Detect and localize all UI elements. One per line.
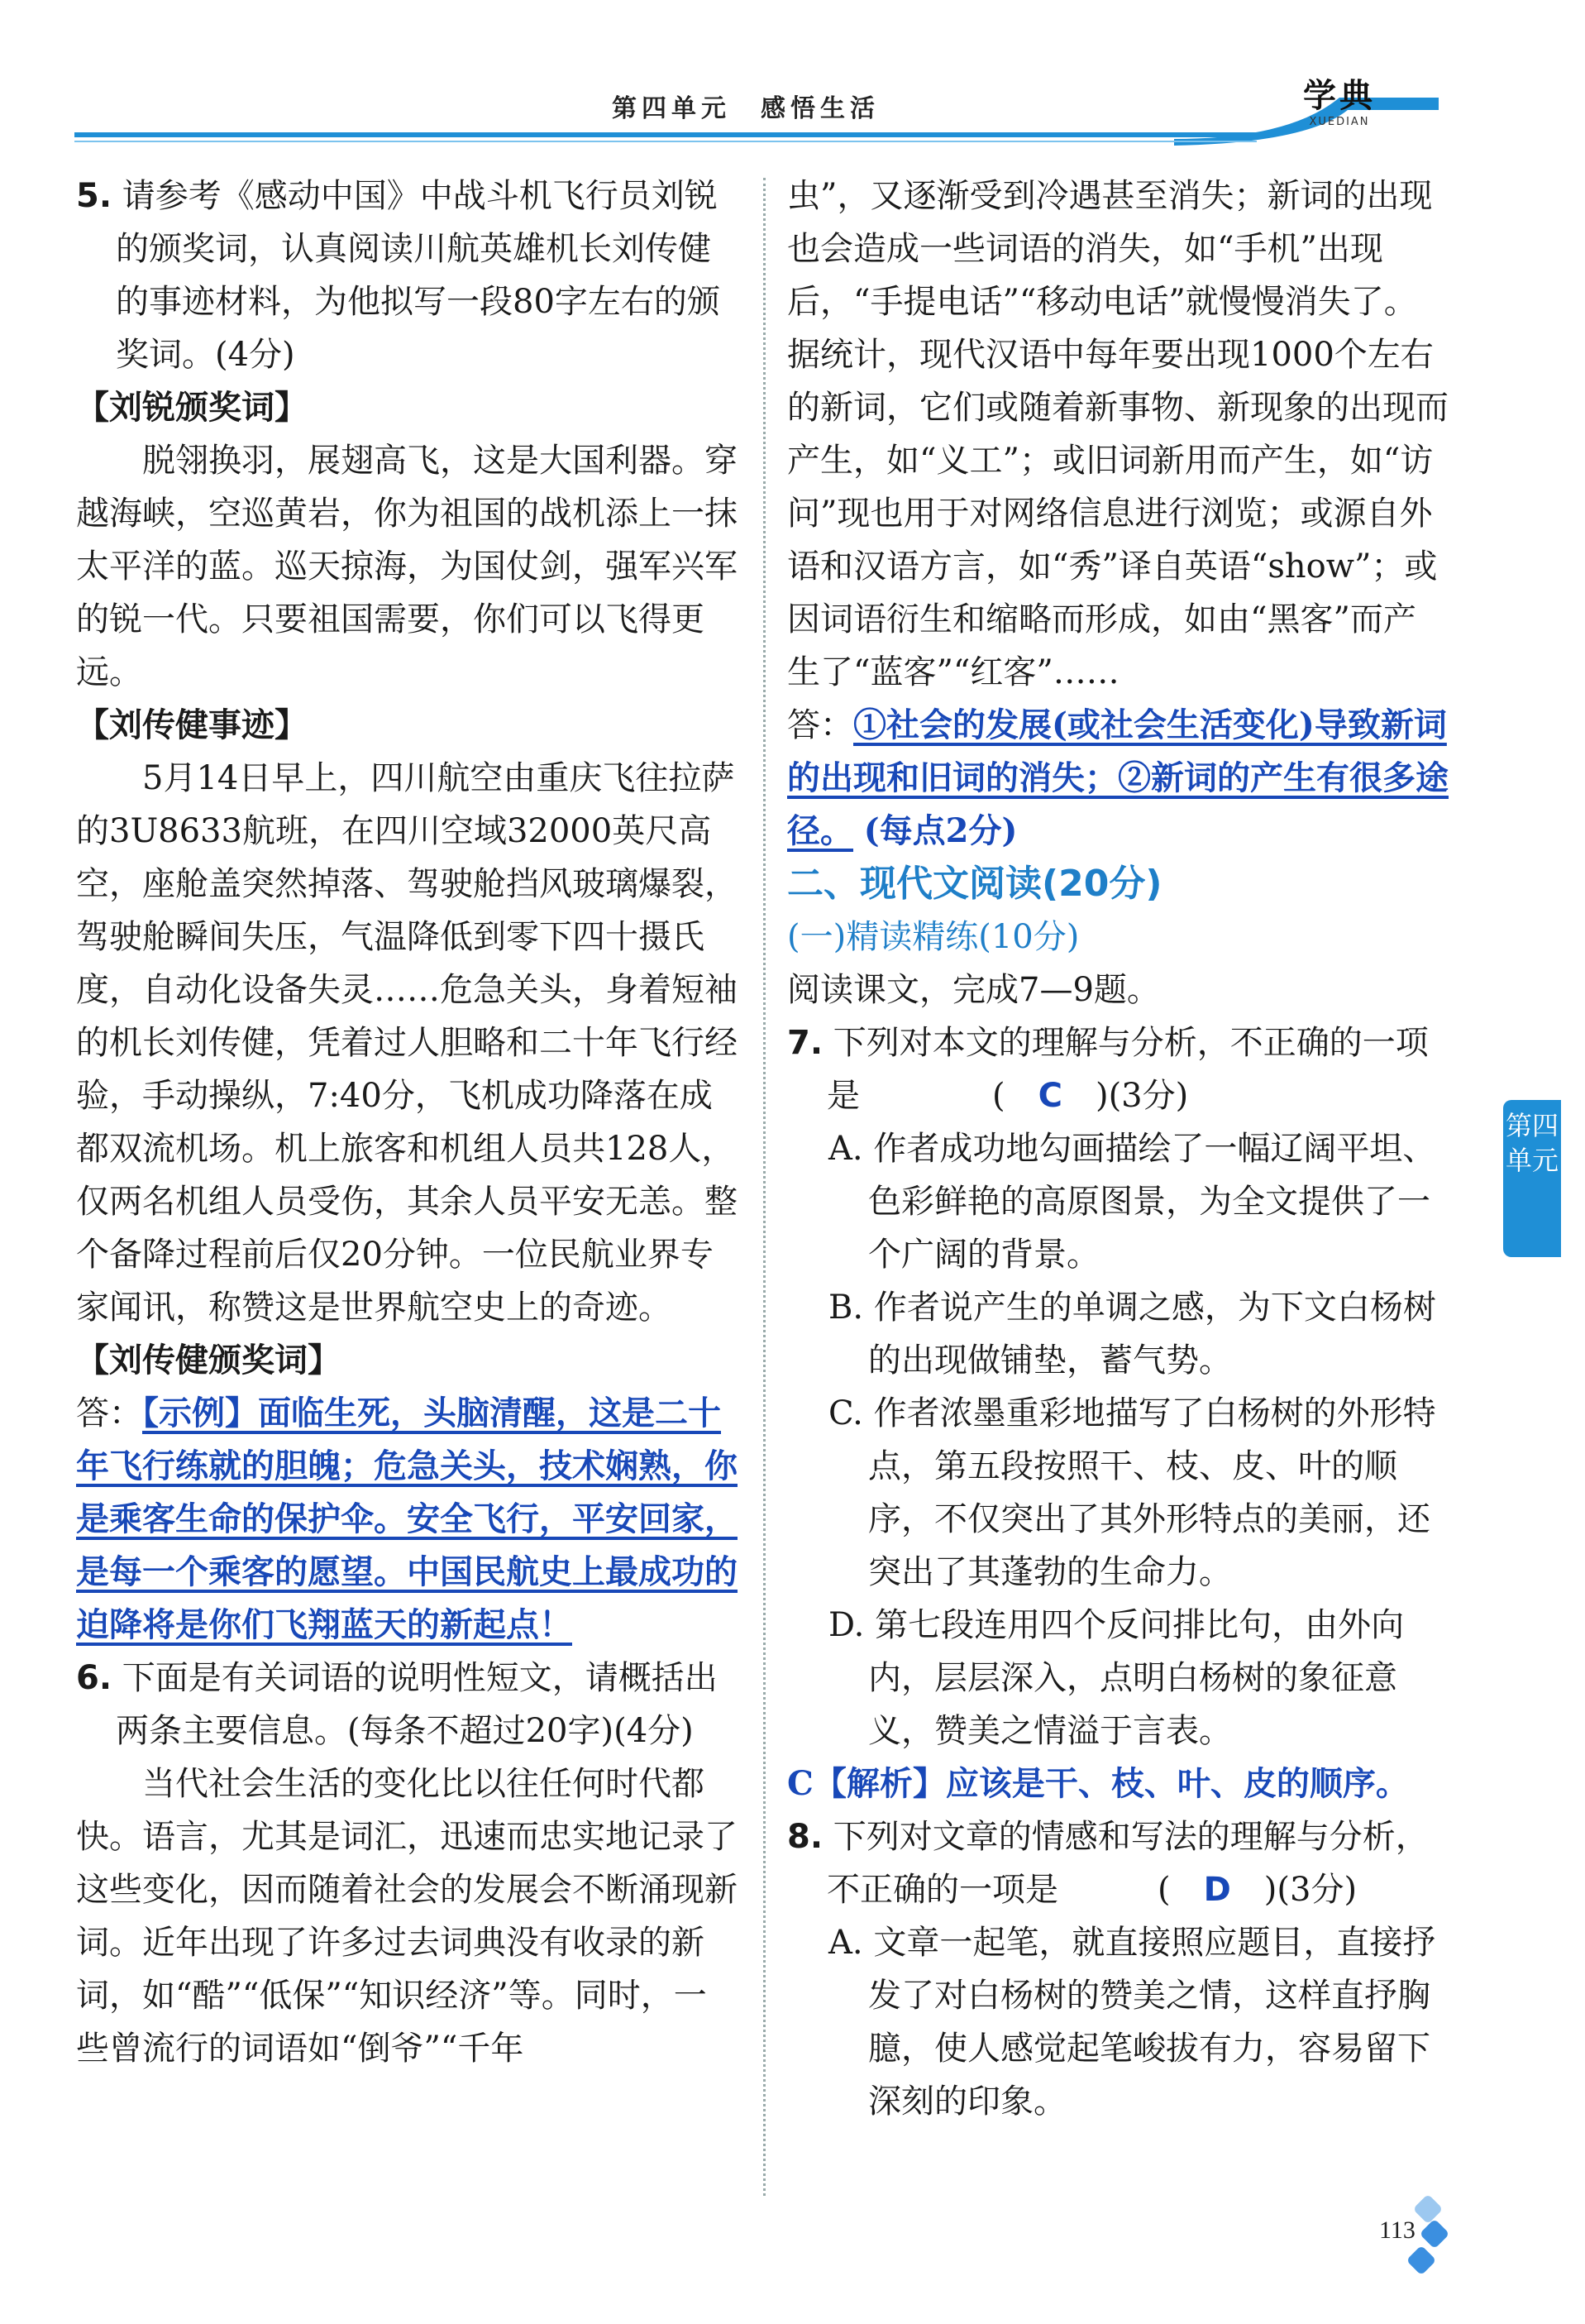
question-5: 5. 请参考《感动中国》中战斗机飞行员刘锐的颁奖词，认真阅读川航英雄机长刘传健的事迹材料，为他拟写一段80字左右的颁奖词。(4分) bbox=[76, 177, 720, 374]
question-8: 8. 下列对文章的情感和写法的理解与分析，不正确的一项是 ( D )(3分) bbox=[787, 1818, 1429, 1909]
unit-title: 第四单元 感悟生活 bbox=[612, 94, 880, 123]
instruction: 阅读课文，完成7—9题。 bbox=[787, 971, 1160, 1009]
q7-option-c: C. 作者浓墨重彩地描写了白杨树的外形特点，第五段按照干、枝、皮、叶的顺序，不仅突出了其外形特点的美丽，还突出了其蓬勃的生命力。 bbox=[828, 1394, 1436, 1591]
passage-q6: 当代社会生活的变化比以往任何时代都快。语言，尤其是词汇，迅速而忠实地记录了这些变化，因而随着社会的发展会不断涌现新词。近年出现了许多过去词典没有收录的新词，如“酷”“低保”“知识经济”等。同时，一些曾流行的词语如“倒爷”“千年 bbox=[76, 1765, 738, 2068]
question-7: 7. 下列对本文的理解与分析，不正确的一项是 ( C )(3分) bbox=[787, 1024, 1429, 1115]
q8-option-a: A. 文章一起笔，就直接照应题目，直接抒发了对白杨树的赞美之情，这样直抒胸臆，使人感觉起笔峻拔有力，容易留下深刻的印象。 bbox=[828, 1924, 1436, 2121]
hex-decoration-icon bbox=[1420, 2219, 1450, 2250]
hex-decoration-icon bbox=[1406, 2245, 1437, 2276]
q7-analysis: C【解析】应该是干、枝、叶、皮的顺序。 bbox=[787, 1764, 1409, 1803]
hex-decoration-icon bbox=[1413, 2194, 1444, 2225]
q7-option-d: D. 第七段连用四个反问排比句，由外向内，层层深入，点明白杨树的象征意义，赞美之情溢于言表。 bbox=[828, 1606, 1405, 1750]
header-rule bbox=[74, 132, 1257, 137]
left-column bbox=[76, 170, 738, 2075]
box-title-liu-rui: 【刘锐颁奖词】 bbox=[76, 389, 308, 427]
passage-deeds: 5月14日早上，四川航空由重庆飞往拉萨的3U8633航班，在四川空域32000英尺高空，座舱盖突然掉落、驾驶舱挡风玻璃爆裂，驾驶舱瞬间失压，气温降低到零下四十摄氏度，自动化设备失灵……危急关头，身着短袖的机长刘传健，凭着过人胆略和二十年飞行经验，手动操纵，7:40分，飞机成功降落在成都双流机场。机上旅客和机组人员共128人，仅两名机组人员受伤，其余人员平安无恙。整个备降过程前后仅20分钟。一位民航业界专家闻讯，称赞这是世界航空史上的奇迹。 bbox=[76, 759, 738, 1327]
brand-logo: 学典 XUEDIAN bbox=[1303, 76, 1376, 128]
answer-5: 答：【示例】面临生死，头脑清醒，这是二十年飞行练就的胆魄；危急关头，技术娴熟，你是乘客生命的保护伞。安全飞行，平安回家，是每一个乘客的愿望。中国民航史上最成功的迫降将是你们飞翔蓝天的新起点！ bbox=[76, 1394, 738, 1644]
passage-liu-rui: 脱翎换羽，展翅高飞，这是大国利器。穿越海峡，空巡黄岩，你为祖国的战机添上一抹太平洋的蓝。巡天掠海，为国仗剑，强军兴军的锐一代。只要祖国需要，你们可以飞得更远。 bbox=[76, 442, 738, 691]
question-6: 6. 下面是有关词语的说明性短文，请概括出两条主要信息。(每条不超过20字)(4分) bbox=[76, 1659, 718, 1750]
box-title-award: 【刘传健颁奖词】 bbox=[76, 1341, 341, 1380]
box-title-deeds: 【刘传健事迹】 bbox=[76, 706, 308, 744]
page-number: 113 bbox=[1379, 2216, 1416, 2244]
unit-side-tab: 第四单元 bbox=[1503, 1100, 1561, 1257]
q7-option-b: B. 作者说产生的单调之感，为下文白杨树的出现做铺垫，蓄气势。 bbox=[828, 1289, 1436, 1380]
q7-option-a: A. 作者成功地勾画描绘了一幅辽阔平坦、色彩鲜艳的高原图景，为全文提供了一个广阔的背景。 bbox=[828, 1130, 1436, 1274]
passage-q6-cont: 虫”，又逐渐受到冷遇甚至消失；新词的出现也会造成一些词语的消失，如“手机”出现后，“手提电话”“移动电话”就慢慢消失了。据统计，现代汉语中每年要出现1000个左右的新词，它们或随着新事物、新现象的出现而产生，如“义工”；或旧词新用而产生，如“访问”现也用于对网络信息进行浏览；或源自外语和汉语方言，如“秀”译自英语“show”；或因词语衍生和缩略而形成，如由“黑客”而产生了“蓝客”“红客”…… bbox=[787, 177, 1449, 691]
header-rule-thin bbox=[74, 141, 1257, 142]
subsection-title: (一)精读精练(10分) bbox=[787, 918, 1080, 956]
right-column bbox=[787, 170, 1449, 2128]
answer-6: 答：①社会的发展(或社会生活变化)导致新词的出现和旧词的消失；②新词的产生有很多途径。 (每点2分) bbox=[787, 705, 1449, 850]
section-title: 二、现代文阅读(20分) bbox=[787, 863, 1162, 905]
column-divider bbox=[763, 178, 766, 2196]
